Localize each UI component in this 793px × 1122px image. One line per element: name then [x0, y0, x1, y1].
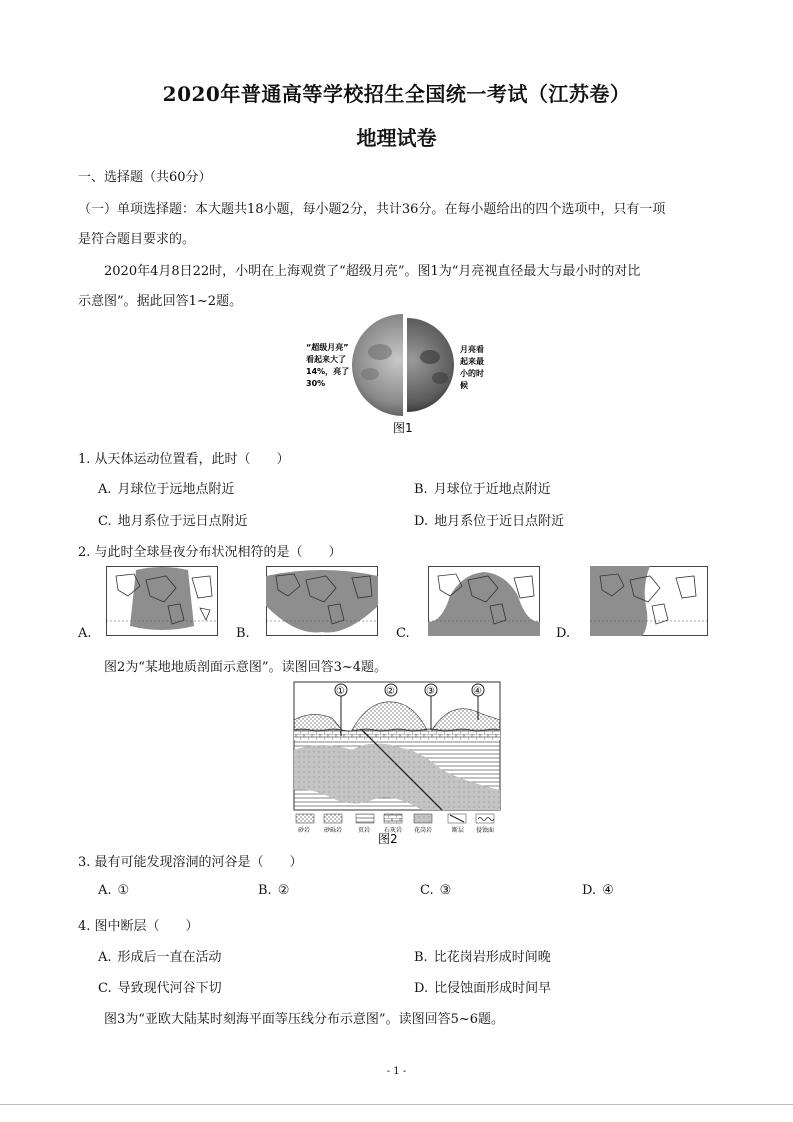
q4-stem — [78, 915, 199, 934]
q2-number: 2. — [78, 545, 91, 560]
q2-stem-text: 与此时全球昼夜分布状况相符的是（ ） — [94, 545, 342, 560]
q4-option-b-letter: B. — [414, 950, 428, 965]
q3-option-d-text: ④ — [602, 883, 614, 898]
q4-option-d-text: 比侵蚀面形成时间早 — [434, 981, 552, 996]
fig1-left-text-4: 30% — [306, 379, 326, 388]
svg-text:②: ② — [386, 686, 395, 697]
intro-q1-2-line-1: 2020年4月8日22时，小明在上海观赏了“超级月亮”。图1为“月亮视直径最大与最小时的对比 — [104, 264, 641, 279]
q3-option-c-letter: C. — [420, 883, 434, 898]
q2-map-a[interactable] — [106, 566, 218, 636]
q3-option-d-letter: D. — [582, 883, 597, 898]
fig2-legend-shale: 页岩 — [358, 827, 371, 834]
fig1-right-text-3: 小的时 — [460, 369, 484, 378]
intro-q3-4: 图2为“某地地质剖面示意图”。读图回答3~4题。 — [104, 660, 387, 675]
q3-option-a[interactable] — [98, 883, 129, 898]
q2-option-a-letter[interactable]: A. — [78, 626, 92, 641]
svg-text:④: ④ — [473, 686, 482, 697]
q4-option-b-text: 比花岗岩形成时间晚 — [433, 950, 551, 965]
q2-map-b[interactable] — [266, 566, 378, 636]
q1-option-a-letter: A. — [98, 482, 112, 497]
page-footer-divider — [0, 1104, 793, 1105]
q3-option-a-letter: A. — [98, 883, 112, 898]
q4-option-d-letter: D. — [414, 981, 429, 996]
figure-2-geologic-section — [292, 680, 502, 845]
q1-option-d[interactable] — [414, 510, 564, 529]
q4-stem-text: 图中断层（ ） — [94, 919, 199, 934]
q1-option-c[interactable] — [98, 510, 248, 529]
fig1-right-text-4: 候 — [460, 381, 468, 390]
fig2-legend-fault: 断层 — [452, 827, 465, 834]
fig1-right-text-1: 月亮看 — [460, 345, 484, 354]
q4-option-a[interactable] — [98, 946, 222, 965]
q1-option-d-letter: D. — [414, 514, 429, 529]
intro-q1-2-line-2: 示意图”。据此回答1~2题。 — [78, 294, 243, 309]
exam-subtitle: 地理试卷 — [356, 126, 437, 150]
q3-option-a-text: ① — [117, 883, 130, 898]
exam-title: 2020年普通高等学校招生全国统一考试（江苏卷） — [162, 82, 631, 106]
q2-option-d-letter[interactable]: D. — [556, 626, 571, 641]
fig2-legend-limestone: 石灰岩 — [384, 827, 403, 834]
q1-option-b[interactable] — [414, 478, 551, 497]
q3-option-c[interactable] — [420, 883, 451, 898]
fig1-left-text-1: “超级月亮” — [306, 343, 349, 352]
q1-option-c-letter: C. — [98, 514, 112, 529]
q4-option-a-text: 形成后一直在活动 — [117, 950, 222, 965]
q4-option-d[interactable] — [414, 977, 551, 996]
q2-option-b-letter[interactable]: B. — [236, 626, 250, 641]
fig2-legend-conglomerate: 砂砾岩 — [324, 827, 343, 834]
q1-stem — [78, 448, 290, 467]
q2-map-c[interactable] — [428, 566, 540, 636]
q4-option-c-text: 导致现代河谷下切 — [117, 981, 222, 996]
fig1-left-text-2: 看起来大了 — [306, 355, 346, 364]
q1-option-a-text: 月球位于远地点附近 — [117, 482, 235, 497]
fig2-legend-granite: 花岗岩 — [414, 827, 433, 834]
q1-option-b-text: 月球位于近地点附近 — [433, 482, 551, 497]
fig2-caption: 图2 — [378, 832, 398, 845]
page-number: - 1 - — [386, 1066, 407, 1077]
q3-number: 3. — [78, 855, 91, 870]
fig1-right-text-2: 起来最 — [460, 357, 484, 366]
q3-option-c-text: ③ — [439, 883, 452, 898]
q3-stem-text: 最有可能发现溶洞的河谷是（ ） — [94, 855, 303, 870]
fig1-caption: 图1 — [393, 421, 413, 435]
q3-option-d[interactable] — [582, 883, 614, 898]
instructions-line-2: 是符合题目要求的。 — [78, 232, 196, 247]
svg-text:①: ① — [336, 686, 345, 697]
fig2-legend-sandstone: 砂岩 — [298, 827, 311, 834]
fig2-legend — [296, 814, 494, 834]
q1-stem-text: 从天体运动位置看，此时（ ） — [94, 452, 290, 467]
figure-1-moon — [290, 312, 510, 438]
q4-option-a-letter: A. — [98, 950, 112, 965]
q3-option-b-text: ② — [277, 883, 290, 898]
q2-option-c-letter[interactable]: C. — [396, 626, 410, 641]
fig1-left-text-3: 14%，亮了 — [306, 367, 350, 376]
q4-option-b[interactable] — [414, 946, 551, 965]
q4-option-c[interactable] — [98, 977, 222, 996]
q1-option-b-letter: B. — [414, 482, 428, 497]
q1-option-a[interactable] — [98, 478, 235, 497]
q1-option-d-text: 地月系位于近日点附近 — [434, 514, 565, 529]
q2-stem — [78, 541, 342, 560]
fig2-legend-erosion: 侵蚀面 — [476, 827, 495, 834]
q1-number: 1. — [78, 452, 91, 467]
intro-q5-6: 图3为“亚欧大陆某时刻海平面等压线分布示意图”。读图回答5~6题。 — [104, 1012, 504, 1027]
svg-text:③: ③ — [426, 686, 435, 697]
q2-map-d[interactable] — [590, 566, 708, 636]
instructions-line-1: （一）单项选择题：本大题共18小题，每小题2分，共计36分。在每小题给出的四个选项中，只有一项 — [78, 202, 666, 217]
q4-option-c-letter: C. — [98, 981, 112, 996]
q4-number: 4. — [78, 919, 91, 934]
q3-option-b[interactable] — [258, 883, 289, 898]
q3-stem — [78, 851, 303, 870]
section-heading: 一、选择题（共60分） — [78, 170, 212, 185]
q1-option-c-text: 地月系位于远日点附近 — [117, 514, 248, 529]
q3-option-b-letter: B. — [258, 883, 272, 898]
